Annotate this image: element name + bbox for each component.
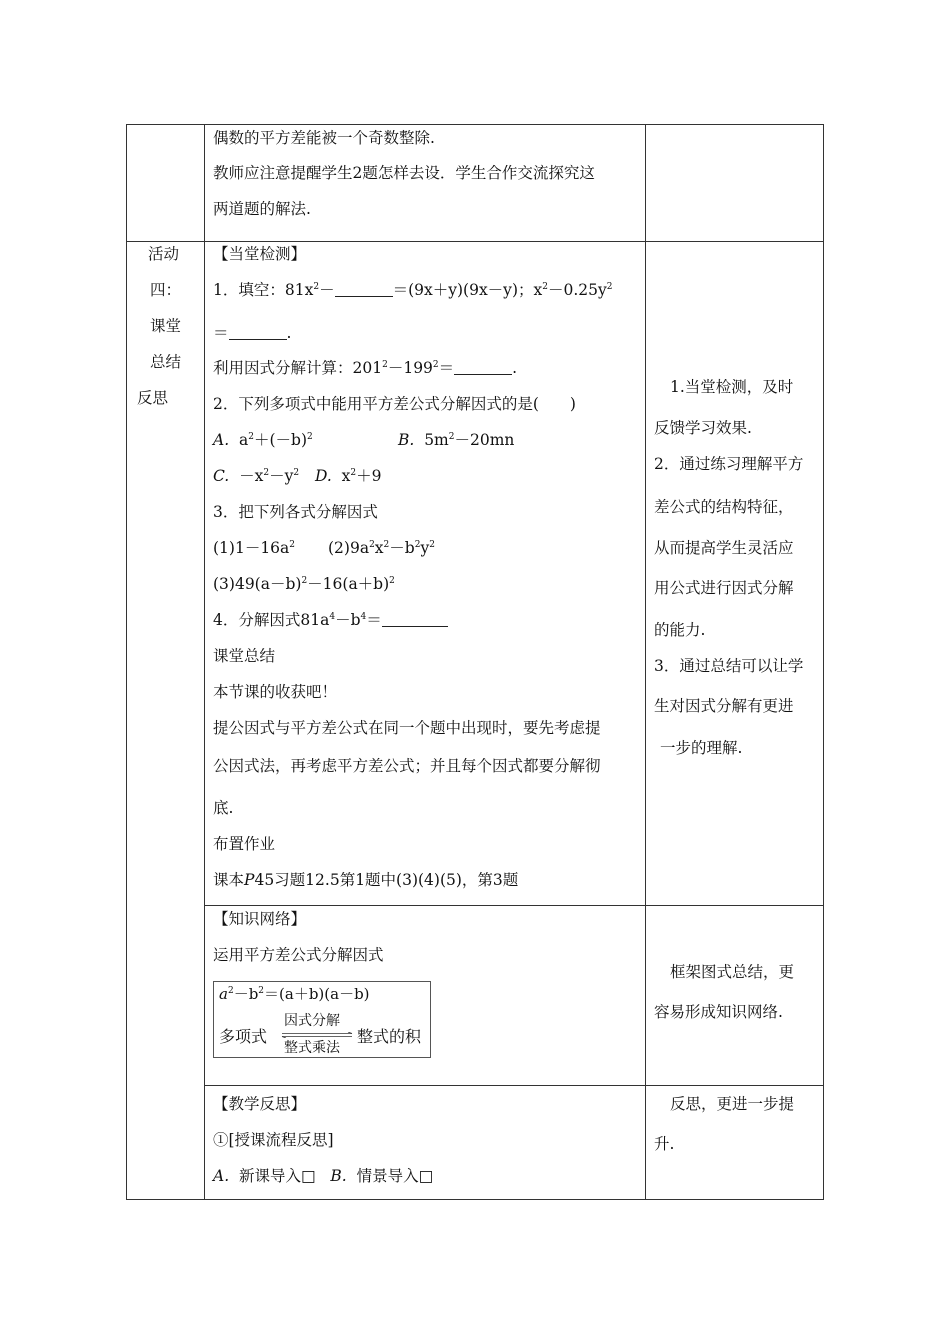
factorize-label: 因式分解 [284,1013,340,1029]
homework-line: 课本P45习题12.5第1题中(3)(4)(5)，第3题 [213,871,519,889]
summary-line-4: 底. [213,799,234,817]
multiplication-label: 整式乘法 [284,1040,340,1056]
activity-label-3: 课堂 [150,317,182,335]
polynomial-label: 多项式 [219,1027,268,1046]
note-8: 3．通过总结可以让学 [654,657,804,675]
note-9: 生对因式分解有更进 [654,697,794,715]
question-1: 1．填空：$81x^2- =(9x+y)(9x-y)$；$x^2-0.25y^2$ [213,281,613,299]
row-divider-2 [204,905,823,906]
network-note-1: 框架图式总结，更 [670,963,795,981]
reflection-line: ①[授课流程反思] [213,1131,334,1149]
activity-label-1: 活动 [148,245,180,263]
product-label: 整式的积 [357,1027,422,1046]
reflection-options: A. 新课导入□ B. 情景导入□ [213,1167,434,1185]
question-2-option-a: A. $a^2+(-b)^2$ [213,431,313,449]
section-header-reflection: 【教学反思】 [213,1095,307,1113]
reflection-note-1: 反思，更进一步提 [670,1095,795,1113]
row-divider-3 [204,1085,823,1086]
answer-blank [229,325,287,340]
question-1-cont: ＝ . [213,324,292,342]
network-note-2: 容易形成知识网络. [654,1003,783,1021]
question-2-option-b: B. $5m^2-20mn$ [398,431,515,449]
note-3: 2．通过练习理解平方 [654,455,804,473]
question-3-part-1: $(1)1-16a^2$ [213,539,296,557]
answer-blank [382,612,448,627]
column-divider-2 [645,125,646,1199]
question-4: 4．分解因式$81a^4-b^4=$ [213,610,448,630]
knowledge-diagram [213,981,431,1058]
homework-title: 布置作业 [213,835,276,853]
difference-of-squares-formula: $a^2-b^2=(a+b)(a-b)$ [219,985,370,1003]
note-4: 差公式的结构特征， [654,498,794,516]
note-5: 从而提高学生灵活应 [654,539,794,557]
summary-title: 课堂总结 [213,647,276,665]
section-header-network: 【知识网络】 [213,910,307,928]
reflection-note-2: 升. [654,1135,675,1153]
question-2: 2．下列多项式中能用平方差公式分解因式的是( ) [213,395,576,413]
summary-line-1: 本节课的收获吧！ [213,683,338,701]
note-2: 反馈学习效果. [654,419,752,437]
question-1-calc: 利用因式分解计算：$201^2-199^2=$ . [213,359,518,377]
note-6: 用公式进行因式分解 [654,579,794,597]
answer-blank [335,282,393,297]
row-divider-1 [127,241,823,242]
note-10: 一步的理解. [660,739,743,757]
question-3-part-3: $(3)49(a-b)^2-16(a+b)^2$ [213,575,395,593]
row1-line-2: 教师应注意提醒学生2题怎样去设．学生合作交流探究这 [213,164,595,182]
row1-line-1: 偶数的平方差能被一个奇数整除. [213,129,435,147]
activity-label-4: 总结 [150,353,182,371]
activity-label-5: 反思 [137,389,169,407]
question-2-option-d: D. $x^2+9$ [315,467,382,485]
summary-line-2: 提公因式与平方差公式在同一个题中出现时，要先考虑提 [213,719,601,737]
column-divider-1 [204,125,205,1199]
network-line: 运用平方差公式分解因式 [213,946,384,964]
summary-line-3: 公因式法，再考虑平方差公式；并且每个因式都要分解彻 [213,757,601,775]
question-3: 3．把下列各式分解因式 [213,503,378,521]
section-header-check: 【当堂检测】 [213,245,307,263]
note-1: 1.当堂检测，及时 [670,378,794,396]
row1-line-3: 两道题的解法. [213,200,311,218]
note-7: 的能力. [654,621,706,639]
question-3-part-2: $(2)9a^2x^2-b^2y^2$ [328,539,435,557]
activity-label-2: 四： [150,281,182,299]
answer-blank [454,360,512,375]
question-2-option-c: C. $-x^2-y^2$ [213,467,300,485]
